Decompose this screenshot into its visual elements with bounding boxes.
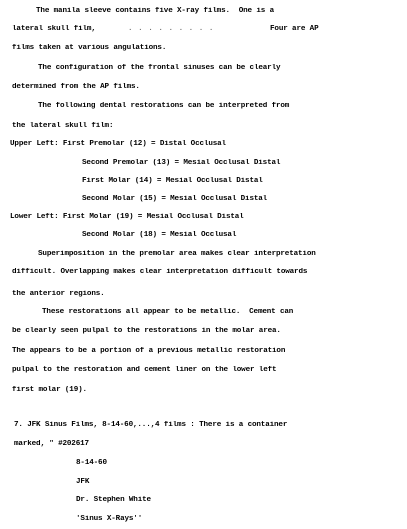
text-line: Second Molar (18) = Mesial Occlusal xyxy=(82,231,237,239)
text-line: 7. JFK Sinus Films, 8-14-60,...,4 films : There is a container xyxy=(14,421,288,429)
text-line: Superimposition in the premolar area makes clear interpretation xyxy=(38,250,316,258)
text-line: First Molar (14) = Mesial Occlusal Distal xyxy=(82,177,263,185)
text-line: Four are AP xyxy=(270,25,319,33)
text-line: The manila sleeve contains five X-ray films. One is a xyxy=(36,7,274,15)
text-line: These restorations all appear to be metallic. Cement can xyxy=(42,308,294,316)
text-line: lateral skull film, xyxy=(12,25,96,33)
text-line: Second Molar (15) = Mesial Occlusal Distal xyxy=(82,195,268,203)
text-line: The appears to be a portion of a previous metallic restoration xyxy=(12,347,286,355)
text-line: difficult. Overlapping makes clear interpretation difficult towards xyxy=(12,268,308,276)
text-line: marked, " #202617 xyxy=(14,440,89,448)
text-line: the anterior regions. xyxy=(12,290,105,298)
text-line: films taken at various angulations. xyxy=(12,44,167,52)
text-line: be clearly seen pulpal to the restorations in the molar area. xyxy=(12,327,281,335)
text-line: The following dental restorations can be interpreted from xyxy=(38,102,290,110)
text-line: first molar (19). xyxy=(12,386,87,394)
text-line: JFK xyxy=(76,478,90,486)
text-line: Dr. Stephen White xyxy=(76,496,151,504)
text-line: Lower Left: First Molar (19) = Mesial Occlusal Distal xyxy=(10,213,244,221)
text-line: Second Premolar (13) = Mesial Occlusal Distal xyxy=(82,159,281,167)
illegible-text: . . . . . . . . . xyxy=(128,25,214,33)
text-line: Upper Left: First Premolar (12) = Distal Occlusal xyxy=(10,140,226,148)
text-line: 8-14-60 xyxy=(76,459,107,467)
text-line: determined from the AP films. xyxy=(12,83,140,91)
text-line: the lateral skull film: xyxy=(12,122,114,130)
text-line: pulpal to the restoration and cement liner on the lower left xyxy=(12,366,277,374)
text-line: The configuration of the frontal sinuses can be clearly xyxy=(38,64,281,72)
text-line: 'Sinus X-Rays'' xyxy=(76,515,143,523)
